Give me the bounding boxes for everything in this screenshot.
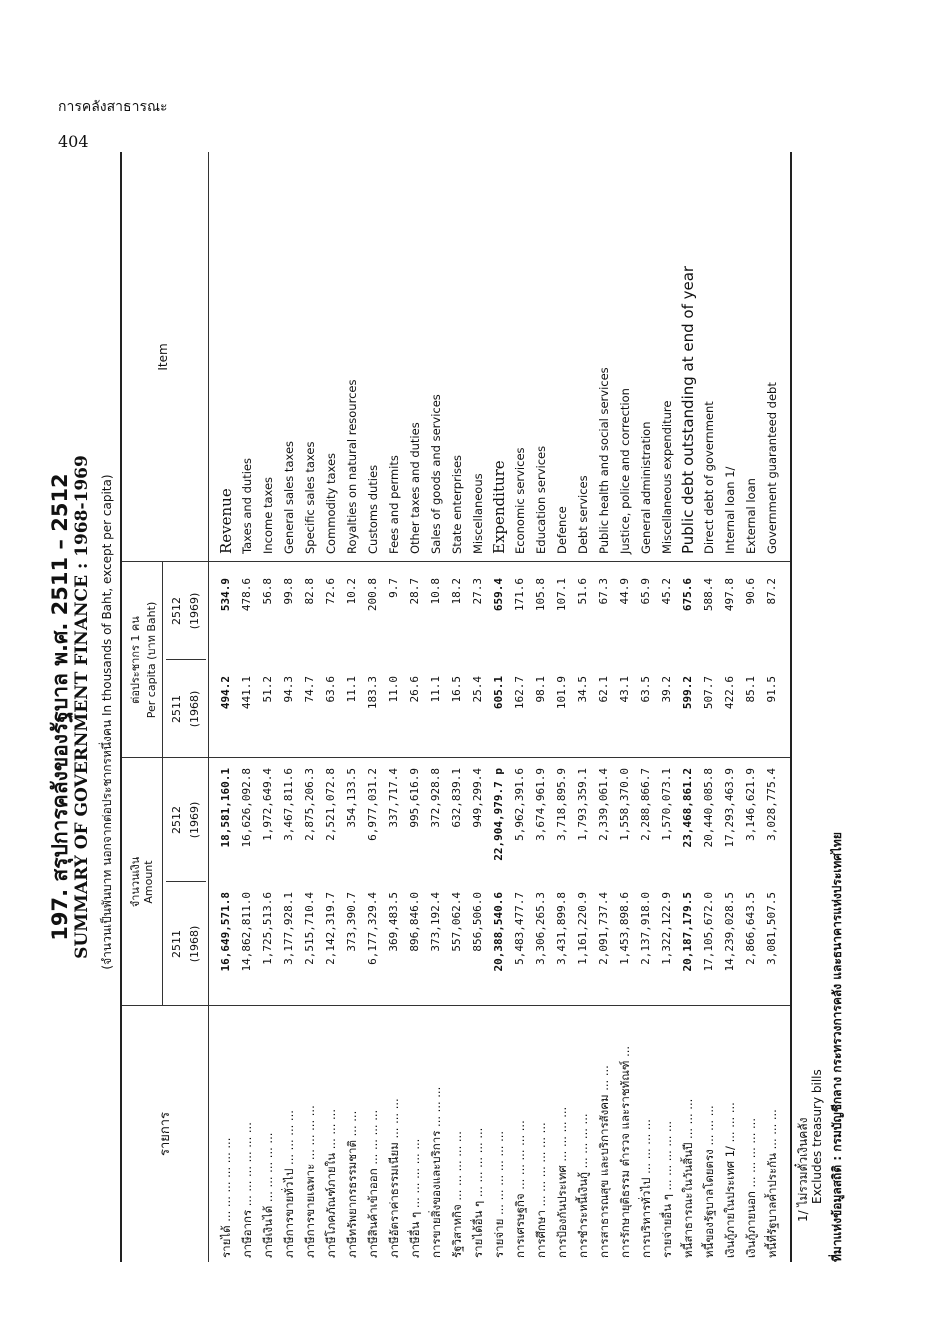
- amount-2511-cell: 557,062.4: [450, 892, 463, 952]
- table-row: [573, 152, 593, 1262]
- percap-2511-cell: 183.3: [366, 676, 379, 710]
- percap-2511-cell: 39.2: [660, 676, 673, 703]
- percap-2511-cell: 63.6: [324, 676, 337, 703]
- table-row: [216, 152, 236, 1262]
- amount-2511-cell: 2,137,918.0: [639, 892, 652, 965]
- amount-2511-cell: 20,187,179.5: [681, 892, 694, 972]
- item-english-cell: Justice, police and correction: [618, 388, 632, 554]
- percap-2511-cell: 91.5: [765, 676, 778, 703]
- percap-2511-cell: 101.9: [555, 676, 568, 710]
- percap-2512-cell: 478.6: [240, 578, 253, 612]
- percap-2512-cell: 10.2: [345, 578, 358, 605]
- item-thai-cell: ภาษีอากร ... ... ... ... ... ...: [240, 1122, 254, 1258]
- percap-2511-cell: 599.2: [681, 676, 694, 710]
- percap-2511-cell: 25.4: [471, 676, 484, 703]
- percap-2512-cell: 44.9: [618, 578, 631, 605]
- percap-2511-cell: 507.7: [702, 676, 715, 710]
- item-thai-cell: ภาษีการขายทั่วไป ... ... ... ...: [282, 1110, 296, 1258]
- header-item-th: รายการ: [158, 1111, 173, 1157]
- percap-2511-cell: 26.6: [408, 676, 421, 703]
- percap-2512-cell: 675.6: [681, 578, 694, 612]
- header-percap-en: Per capita (บาท Baht): [145, 601, 158, 719]
- percap-2511-cell: 162.7: [513, 676, 526, 710]
- percap-2512-cell: 87.2: [765, 578, 778, 605]
- item-english-cell: Government guaranteed debt: [765, 382, 779, 554]
- item-english-cell: Commodity taxes: [324, 452, 338, 554]
- amount-2512-cell: 1,558,370.0: [618, 768, 631, 841]
- percap-2511-cell: 16.5: [450, 676, 463, 703]
- item-thai-cell: หนี้ที่รัฐบาลค้ำประกัน ... ... ...: [765, 1109, 779, 1258]
- table-row: [594, 152, 614, 1262]
- header-percap-2512: 2512: [170, 597, 183, 625]
- item-thai-cell: การรักษายุติธรรม ตำรวจ และราชทัณฑ์ ...: [618, 1045, 632, 1258]
- table-row: [636, 152, 656, 1262]
- amount-2512-cell: 1,793,359.1: [576, 768, 589, 841]
- amount-2512-cell: 5,962,391.6: [513, 768, 526, 841]
- amount-2511-cell: 17,105,672.0: [702, 892, 715, 972]
- percap-2512-cell: 51.6: [576, 578, 589, 605]
- amount-2511-cell: 1,161,220.9: [576, 892, 589, 965]
- item-english-cell: Expenditure: [490, 460, 508, 554]
- percap-2511-cell: 11.1: [429, 676, 442, 703]
- amount-2512-cell: 2,521,072.8: [324, 768, 337, 841]
- amount-2512-cell: 337,717.4: [387, 768, 400, 828]
- percap-2511-cell: 51.2: [261, 676, 274, 703]
- title-english: SUMMARY OF GOVERNMENT FINANCE : 1968-1969: [72, 455, 92, 959]
- table-row: [279, 152, 299, 1262]
- percap-2512-cell: 200.8: [366, 578, 379, 612]
- finance-table: [120, 152, 792, 1262]
- percap-2511-cell: 98.1: [534, 676, 547, 703]
- item-english-cell: Education services: [534, 445, 548, 554]
- percap-2512-cell: 534.9: [219, 578, 232, 612]
- amount-2512-cell: 20,440,085.8: [702, 768, 715, 848]
- table-row: [447, 152, 467, 1262]
- percap-2512-cell: 65.9: [639, 578, 652, 605]
- item-english-cell: Internal loan 1/: [723, 466, 737, 554]
- item-thai-cell: รายจ่ายอื่น ๆ ... ... ... ... ...: [660, 1120, 674, 1258]
- header-item-en: Item: [156, 343, 170, 371]
- rotated-table-area: [42, 152, 844, 1262]
- amount-2511-cell: 369,483.5: [387, 892, 400, 952]
- footnote-thai: 1/ ไม่รวมตั๋วเงินคลัง: [796, 1117, 810, 1222]
- table-row: [615, 152, 635, 1262]
- amount-2512-cell: 17,293,463.9: [723, 768, 736, 848]
- item-thai-cell: ภาษีสินค้าเข้าออก ... ... ... ...: [366, 1109, 380, 1258]
- item-english-cell: Revenue: [217, 488, 235, 554]
- percap-2511-cell: 605.1: [492, 676, 505, 710]
- amount-2512-cell: 3,028,775.4: [765, 768, 778, 841]
- amount-2512-cell: 3,467,811.6: [282, 768, 295, 841]
- item-thai-cell: การศึกษา ... ... ... ... ... ...: [534, 1122, 548, 1258]
- amount-2512-cell: 354,133.5: [345, 768, 358, 828]
- item-english-cell: Debt services: [576, 475, 590, 554]
- amount-2512-cell: 23,468,861.2: [681, 768, 694, 848]
- amount-2511-cell: 6,177,329.4: [366, 892, 379, 965]
- amount-2512-cell: 3,146,621.9: [744, 768, 757, 841]
- percap-2512-cell: 105.8: [534, 578, 547, 612]
- item-thai-cell: เงินกู้ภายในประเทศ 1/ ... ... ...: [723, 1102, 737, 1258]
- percap-2512-cell: 99.8: [282, 578, 295, 605]
- item-english-cell: General sales taxes: [282, 440, 296, 554]
- item-thai-cell: หนี้สาธารณะในวันสิ้นปี ... ... ...: [681, 1098, 695, 1258]
- amount-2511-cell: 2,866,643.5: [744, 892, 757, 965]
- percap-2511-cell: 74.7: [303, 676, 316, 703]
- table-row: [405, 152, 425, 1262]
- percap-2512-cell: 659.4: [492, 578, 505, 612]
- source-note: ที่มาแห่งข้อมูลสถิติ : กรมบัญชีกลาง กระทรวงการคลัง และธนาคารแห่งประเทศไทย: [830, 832, 844, 1262]
- amount-2512-cell: 949,299.4: [471, 768, 484, 828]
- amount-2511-cell: 2,091,737.4: [597, 892, 610, 965]
- item-thai-cell: รายได้ ... ... ... ... ... ...: [219, 1137, 233, 1258]
- amount-2511-cell: 14,862,811.0: [240, 892, 253, 972]
- item-english-cell: Royalties on natural resources: [345, 379, 359, 554]
- header-percap-th: ต่อประชากร 1 คน: [129, 616, 142, 704]
- percap-2511-cell: 63.5: [639, 676, 652, 703]
- header-year-1968: (1968): [188, 925, 201, 963]
- amount-2512-cell: 22,904,979.7 p: [492, 768, 505, 861]
- amount-2511-cell: 3,177,928.1: [282, 892, 295, 965]
- amount-2512-cell: 3,718,895.9: [555, 768, 568, 841]
- header-percap-2511: 2511: [170, 695, 183, 723]
- percap-2512-cell: 9.7: [387, 578, 400, 598]
- header-amount-en: Amount: [142, 860, 155, 904]
- amount-2512-cell: 1,570,073.1: [660, 768, 673, 841]
- percap-2512-cell: 10.8: [429, 578, 442, 605]
- percap-2511-cell: 494.2: [219, 676, 232, 710]
- item-thai-cell: รัฐวิสาหกิจ ... ... ... ... ...: [450, 1131, 464, 1258]
- item-english-cell: Customs duties: [366, 464, 380, 554]
- page-section-label: การคลังสาธารณะ: [58, 99, 168, 115]
- item-english-cell: Specific sales taxes: [303, 441, 317, 554]
- amount-2511-cell: 5,483,477.7: [513, 892, 526, 965]
- item-thai-cell: ภาษีอื่น ๆ ... ... ... ... ...: [408, 1138, 422, 1258]
- item-english-cell: Fees and permits: [387, 455, 401, 554]
- header-rule: [208, 152, 209, 1262]
- item-english-cell: Public debt outstanding at end of year: [679, 265, 697, 554]
- percap-2511-cell: 62.1: [597, 676, 610, 703]
- amount-2511-cell: 3,431,899.8: [555, 892, 568, 965]
- item-thai-cell: การป้องกันประเทศ ... ... ... ...: [555, 1106, 569, 1258]
- table-row: [552, 152, 572, 1262]
- table-row: [363, 152, 383, 1262]
- amount-2511-cell: 373,390.7: [345, 892, 358, 952]
- percap-2511-cell: 43.1: [618, 676, 631, 703]
- item-thai-cell: การขายสิ่งของและบริการ ... ... ...: [429, 1086, 443, 1258]
- amount-2512-cell: 2,339,061.4: [597, 768, 610, 841]
- percap-2512-cell: 18.2: [450, 578, 463, 605]
- amount-2511-cell: 2,142,319.7: [324, 892, 337, 965]
- percap-2511-cell: 422.6: [723, 676, 736, 710]
- amount-2511-cell: 2,515,710.4: [303, 892, 316, 965]
- percap-2512-cell: 67.3: [597, 578, 610, 605]
- percap-2511-cell: 441.1: [240, 676, 253, 710]
- percap-2512-cell: 56.8: [261, 578, 274, 605]
- item-thai-cell: การสาธารณสุข และบริการสังคม ... ...: [597, 1065, 611, 1258]
- percap-2511-cell: 11.1: [345, 676, 358, 703]
- percap-2512-cell: 107.1: [555, 578, 568, 612]
- percap-2511-cell: 11.0: [387, 676, 400, 703]
- amount-2512-cell: 1,972,649.4: [261, 768, 274, 841]
- table-row: [258, 152, 278, 1262]
- amount-2511-cell: 373,192.4: [429, 892, 442, 952]
- amount-2511-cell: 1,453,898.6: [618, 892, 631, 965]
- percap-2512-cell: 82.8: [303, 578, 316, 605]
- item-thai-cell: การบริหารทั่วไป ... ... ... ...: [639, 1119, 653, 1258]
- header-year-2511: 2511: [170, 930, 183, 958]
- percap-2512-cell: 28.7: [408, 578, 421, 605]
- percap-2512-cell: 27.3: [471, 578, 484, 605]
- table-row: [300, 152, 320, 1262]
- amount-2511-cell: 3,081,507.5: [765, 892, 778, 965]
- item-english-cell: External loan: [744, 478, 758, 554]
- table-row: [741, 152, 761, 1262]
- item-english-cell: Taxes and duties: [240, 458, 254, 554]
- amount-2512-cell: 6,977,031.2: [366, 768, 379, 841]
- amount-2511-cell: 1,725,513.6: [261, 892, 274, 965]
- header-amount-th: จำนวนเงิน: [129, 856, 142, 908]
- table-row: [321, 152, 341, 1262]
- item-english-cell: General administration: [639, 421, 653, 554]
- item-thai-cell: ภาษีทรัพยากรธรรมชาติ ... ...: [345, 1110, 359, 1258]
- table-row: [489, 152, 509, 1262]
- item-thai-cell: รายจ่าย ... ... ... ... ... ...: [492, 1130, 506, 1258]
- page-number: 404: [58, 132, 89, 151]
- header-percap-1969: (1969): [188, 592, 201, 630]
- amount-2511-cell: 856,506.0: [471, 892, 484, 952]
- table-row: [237, 152, 257, 1262]
- percap-2512-cell: 72.6: [324, 578, 337, 605]
- item-thai-cell: หนี้ของรัฐบาลโดยตรง ... ... ...: [702, 1105, 716, 1258]
- amount-2511-cell: 3,306,265.3: [534, 892, 547, 965]
- header-year-1969: (1969): [188, 801, 201, 839]
- amount-2512-cell: 3,674,961.9: [534, 768, 547, 841]
- item-thai-cell: การเศรษฐกิจ ... ... ... ... ...: [513, 1120, 527, 1258]
- amount-2511-cell: 14,239,028.5: [723, 892, 736, 972]
- item-thai-cell: การชำระหนี้เงินกู้ ... ... ... ...: [576, 1113, 590, 1258]
- item-english-cell: Direct debt of government: [702, 401, 716, 554]
- unit-note: (จำนวนเป็นพันบาท นอกจากต่อประชากรหนึ่งคน In thousands of Baht, except per capita): [100, 474, 114, 970]
- percap-2512-cell: 45.2: [660, 578, 673, 605]
- header-percap-1968: (1968): [188, 690, 201, 728]
- item-english-cell: Other taxes and duties: [408, 422, 422, 554]
- amount-2512-cell: 995,616.9: [408, 768, 421, 828]
- table-row: [531, 152, 551, 1262]
- item-thai-cell: ภาษีการขายเฉพาะ ... ... ... ...: [303, 1105, 317, 1258]
- header-rule: [162, 562, 163, 1006]
- item-thai-cell: เงินกู้ภายนอก ... ... ... ... ...: [744, 1118, 758, 1258]
- percap-2511-cell: 85.1: [744, 676, 757, 703]
- amount-2512-cell: 632,839.1: [450, 768, 463, 828]
- amount-2511-cell: 1,322,122.9: [660, 892, 673, 965]
- amount-2512-cell: 18,581,160.1: [219, 768, 232, 848]
- item-thai-cell: ภาษีเงินได้ ... ... ... ... ...: [261, 1132, 275, 1258]
- amount-2512-cell: 372,928.8: [429, 768, 442, 828]
- percap-2512-cell: 588.4: [702, 578, 715, 612]
- table-row: [384, 152, 404, 1262]
- title-thai: 197. สรุปการคลังของรัฐบาล พ.ศ. 2511 – 2512: [48, 473, 72, 941]
- item-english-cell: Miscellaneous: [471, 473, 485, 554]
- table-row: [468, 152, 488, 1262]
- table-row: [426, 152, 446, 1262]
- table-row: [699, 152, 719, 1262]
- amount-2511-cell: 16,649,571.8: [219, 892, 232, 972]
- header-year-2512: 2512: [170, 806, 183, 834]
- table-row: [510, 152, 530, 1262]
- percap-2511-cell: 94.3: [282, 676, 295, 703]
- item-english-cell: Economic services: [513, 447, 527, 554]
- item-english-cell: State enterprises: [450, 454, 464, 554]
- percap-2511-cell: 34.5: [576, 676, 589, 703]
- amount-2512-cell: 2,288,866.7: [639, 768, 652, 841]
- item-thai-cell: ภาษีโภคภัณฑ์ภายใน ... ... ...: [324, 1109, 338, 1258]
- table-row: [762, 152, 782, 1262]
- item-english-cell: Public health and social services: [597, 367, 611, 554]
- item-english-cell: Miscellaneous expenditure: [660, 400, 674, 554]
- footnote-english: Excludes treasury bills: [810, 1069, 824, 1204]
- item-english-cell: Sales of goods and services: [429, 394, 443, 554]
- item-english-cell: Defence: [555, 506, 569, 554]
- amount-2512-cell: 2,875,206.3: [303, 768, 316, 841]
- amount-2511-cell: 20,388,540.6: [492, 892, 505, 972]
- table-row: [657, 152, 677, 1262]
- table-row: [720, 152, 740, 1262]
- table-row: [342, 152, 362, 1262]
- percap-2512-cell: 171.6: [513, 578, 526, 612]
- item-thai-cell: รายได้อื่น ๆ ... ... ... ... ...: [471, 1127, 485, 1258]
- percap-2512-cell: 90.6: [744, 578, 757, 605]
- table-row: [678, 152, 698, 1262]
- item-thai-cell: ภาษีอัตราค่าธรรมเนียม ... ... ...: [387, 1098, 401, 1258]
- amount-2512-cell: 16,626,092.8: [240, 768, 253, 848]
- percap-2512-cell: 497.8: [723, 578, 736, 612]
- amount-2511-cell: 896,846.0: [408, 892, 421, 952]
- item-english-cell: Income taxes: [261, 476, 275, 554]
